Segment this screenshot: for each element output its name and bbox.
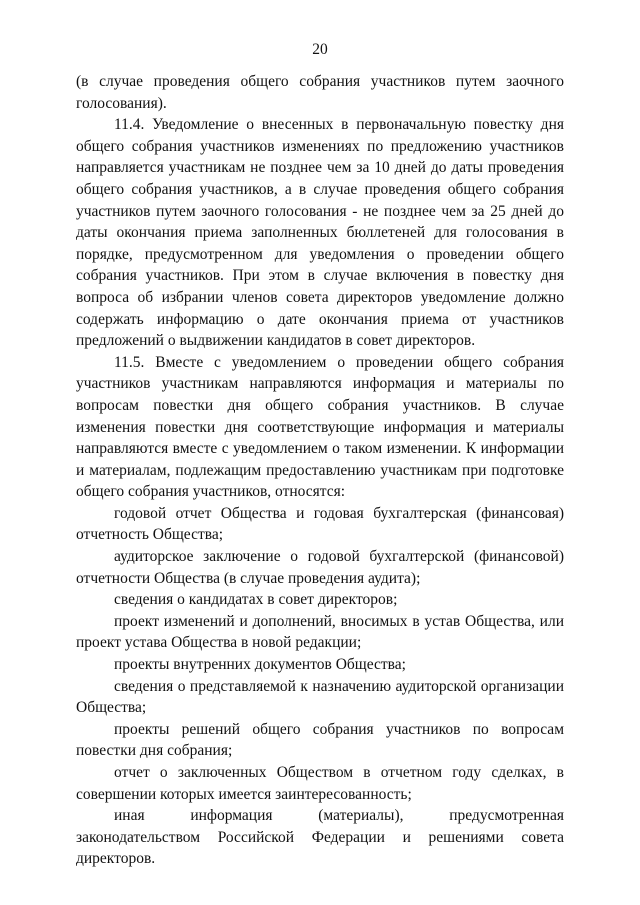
- list-item-internal-documents: проекты внутренних документов Общества;: [114, 656, 406, 674]
- page-number: 20: [312, 41, 328, 58]
- paragraph-11-4: 11.4. Уведомление о внесенных в первоначальную повестку дня общего собрания участников изменениях по предложению участников направляется участникам не позднее чем за 10 дней до даты проведения общего собрания участников, а в случае проведения общего собрания участников путем заочного голосования - не позднее чем за 25 дней до даты окончания приема заполненных бюллетеней для голосования в порядке, предусмотренном для уведомления о проведении общего собрания участников. При этом в случае включения в повестку дня вопроса об избрании членов совета директоров уведомление должно содержать информацию о дате окончания приема от участников предложений о выдвижении кандидатов в совет директоров.: [76, 116, 564, 350]
- list-item-interested-transactions: отчет о заключенных Обществом в отчетном году сделках, в совершении которых имеется заинтересованность;: [76, 764, 564, 803]
- list-item-annual-report: годовой отчет Общества и годовая бухгалтерская (финансовая) отчетность Общества;: [76, 504, 564, 544]
- list-item-audit-opinion: аудиторское заключение о годовой бухгалтерской (финансовой) отчетности Общества (в случае проведения аудита);: [76, 548, 564, 587]
- document-body: [76, 71, 564, 870]
- list-item-draft-resolutions: проекты решений общего собрания участников по вопросам повестки дня собрания;: [76, 720, 564, 760]
- paragraph-11-5: 11.5. Вместе с уведомлением о проведении общего собрания участников участникам направляются информация и материалы по вопросам повестки дня общего собрания участников. В случае изменения повестки дня соответствующие информация и материалы направляются вместе с уведомлением о таком изменении. К информации и материалам, подлежащим предоставлению участникам при подготовке общего собрания участников, относятся:: [76, 353, 564, 501]
- paragraph-continuation: (в случае проведения общего собрания участников путем заочного голосования).: [76, 73, 564, 112]
- list-item-candidates: сведения о кандидатах в совет директоров;: [114, 591, 398, 609]
- list-item-audit-organization: сведения о представляемой к назначению аудиторской организации Общества;: [76, 677, 564, 717]
- list-item-other-information: иная информация (материалы), предусмотренная законодательством Российской Федерации и решениями совета директоров.: [76, 807, 564, 868]
- list-item-charter-changes: проект изменений и дополнений, вносимых в устав Общества, или проект устава Общества в новой редакции;: [76, 612, 564, 652]
